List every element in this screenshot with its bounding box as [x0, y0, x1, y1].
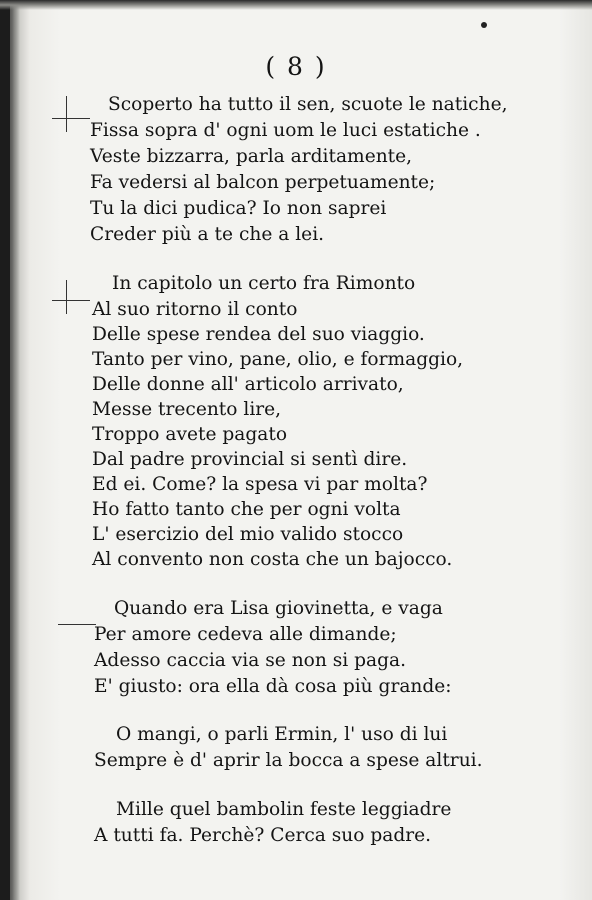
verse-line: A tutti fa. Perchè? Cerca suo padre.: [94, 825, 432, 846]
binding-shadow: [0, 0, 10, 900]
verse-line: Dal padre provincial si sentì dire.: [92, 449, 408, 470]
verse-line: Delle donne all' articolo arrivato,: [92, 374, 404, 395]
margin-pencil-mark: [58, 624, 96, 625]
verse-line: Adesso caccia via se non si paga.: [94, 650, 407, 671]
binding-edge: [10, 0, 20, 900]
verse-line: Creder più a te che a lei.: [90, 224, 325, 245]
verse-line: In capitolo un certo fra Rimonto: [112, 273, 416, 294]
verse-line: Tanto per vino, pane, olio, e formaggio,: [92, 349, 464, 370]
top-edge-shadow: [0, 0, 592, 10]
margin-pencil-mark: [52, 118, 90, 119]
verse-line: Scoperto ha tutto il sen, scuote le natiche,: [108, 94, 508, 115]
verse-line: Troppo avete pagato: [92, 424, 288, 445]
page-number: ( 8 ): [265, 52, 327, 81]
margin-pencil-mark: [66, 96, 67, 132]
verse-line: Ed ei. Come? la spesa vi par molta?: [92, 474, 428, 495]
margin-pencil-mark: [52, 300, 90, 301]
margin-pencil-mark: [66, 280, 67, 314]
verse-line: Veste bizzarra, parla arditamente,: [90, 146, 413, 167]
verse-line: L' esercizio del mio valido stocco: [92, 524, 404, 545]
verse-line: Ho fatto tanto che per ogni volta: [92, 499, 401, 520]
verse-line: Per amore cedeva alle dimande;: [94, 624, 397, 645]
verse-line: Fissa sopra d' ogni uom le luci estatiche .: [90, 120, 481, 141]
verse-line: Delle spese rendea del suo viaggio.: [92, 324, 425, 345]
ink-speck: [481, 22, 487, 28]
verse-line: Mille quel bambolin feste leggiadre: [116, 799, 452, 820]
verse-line: Tu la dici pudica? Io non saprei: [90, 198, 387, 219]
verse-line: Fa vedersi al balcon perpetuamente;: [90, 172, 436, 193]
verse-line: E' giusto: ora ella dà cosa più grande:: [94, 676, 452, 697]
verse-line: O mangi, o parli Ermin, l' uso di lui: [116, 724, 448, 745]
verse-line: Messe trecento lire,: [92, 399, 282, 420]
verse-line: Quando era Lisa giovinetta, e vaga: [114, 598, 443, 619]
verse-line: Al suo ritorno il conto: [92, 299, 298, 320]
verse-line: Al convento non costa che un bajocco.: [92, 549, 453, 570]
verse-line: Sempre è d' aprir la bocca a spese altrui.: [94, 750, 483, 771]
